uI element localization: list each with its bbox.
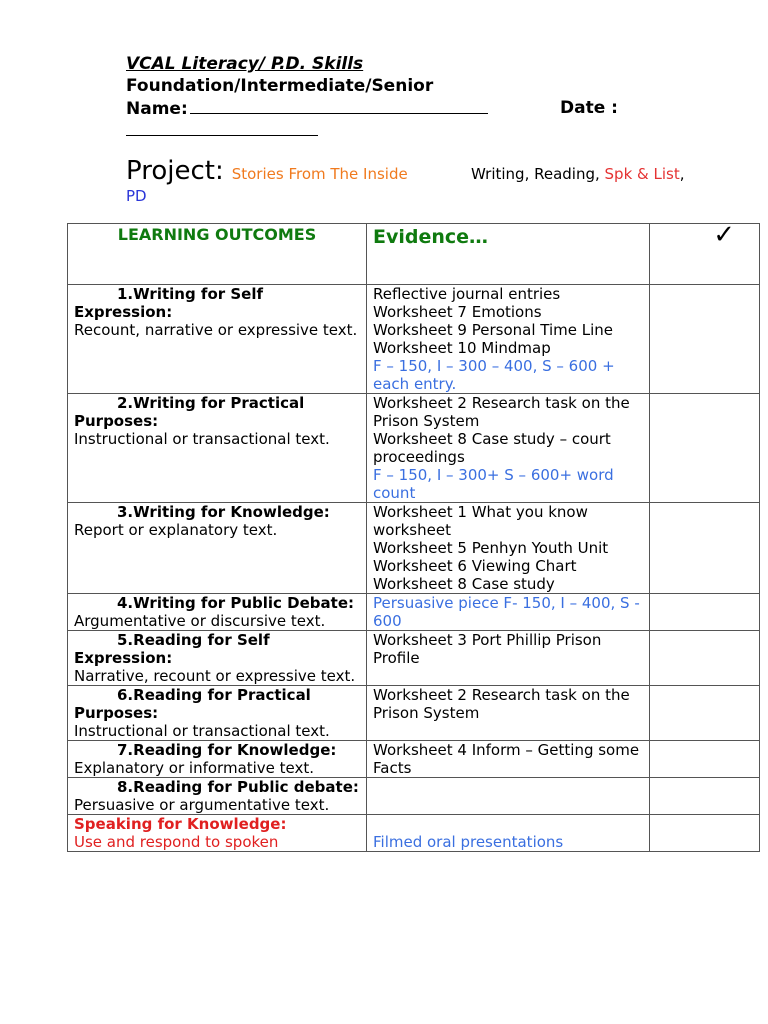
evidence-word-count: F – 150, I – 300 – 400, S – 600 + each entry. <box>373 357 615 393</box>
outcome-cell <box>68 778 367 815</box>
outcome-description: Instructional or transactional text. <box>74 430 330 448</box>
evidence-item: Worksheet 8 Case study – court proceedings <box>373 430 611 466</box>
outcome-cell <box>68 594 367 631</box>
evidence-item: Worksheet 4 Inform – Getting some Facts <box>373 741 640 777</box>
outcome-title-text: Writing for Self Expression: <box>74 285 264 321</box>
evidence-cell <box>367 285 650 394</box>
date-label: Date : <box>560 98 618 118</box>
table-row-speaking <box>68 815 760 852</box>
table-header-row <box>68 224 760 285</box>
outcome-title <box>74 394 360 430</box>
outcome-description: Persuasive or argumentative text. <box>74 796 330 814</box>
skills-spk-list: Spk & List <box>604 165 680 183</box>
outcome-description: Narrative, recount or expressive text. <box>74 667 356 685</box>
table-body <box>68 285 760 815</box>
outcome-description: Instructional or transactional text. <box>74 722 330 740</box>
evidence-item: Worksheet 2 Research task on the Prison System <box>373 686 630 722</box>
outcome-cell <box>68 815 367 852</box>
outcome-title <box>74 594 360 612</box>
outcome-title <box>74 285 360 321</box>
outcome-cell <box>68 503 367 594</box>
table-row <box>68 631 760 686</box>
evidence-word-count: Persuasive piece F- 150, I – 400, S - 600 <box>373 594 640 630</box>
evidence-cell <box>367 741 650 778</box>
table-row <box>68 778 760 815</box>
evidence-item: Worksheet 8 Case study <box>373 575 555 593</box>
outcome-cell <box>68 631 367 686</box>
project-title: Stories From The Inside <box>231 165 408 183</box>
evidence-word-count: F – 150, I – 300+ S – 600+ word count <box>373 466 614 502</box>
outcome-number: 8. <box>117 778 134 796</box>
header-checkmark-icon: ✓ <box>650 224 760 285</box>
outcome-title-text: Reading for Practical Purposes: <box>74 686 311 722</box>
outcome-cell <box>68 394 367 503</box>
outcome-title <box>74 631 360 667</box>
outcome-number: 5. <box>117 631 134 649</box>
outcome-title-text: Reading for Knowledge: <box>133 741 337 759</box>
skills-pd: PD <box>126 187 147 205</box>
outcome-title-text: Writing for Knowledge: <box>133 503 330 521</box>
skills-comma: , <box>679 165 685 183</box>
name-label: Name: <box>126 99 188 119</box>
table-row <box>68 285 760 394</box>
outcome-title <box>74 686 360 722</box>
outcome-number: 4. <box>117 594 134 612</box>
outcome-title <box>74 778 360 796</box>
evidence-cell <box>367 594 650 631</box>
name-blank-line <box>190 97 488 114</box>
table-row <box>68 741 760 778</box>
speaking-evidence: Filmed oral presentations <box>373 833 564 851</box>
check-cell[interactable] <box>650 778 760 815</box>
levels-line: Foundation/Intermediate/Senior <box>126 76 434 96</box>
evidence-cell <box>367 394 650 503</box>
speaking-desc: Use and respond to spoken <box>74 833 279 851</box>
outcome-cell <box>68 686 367 741</box>
outcome-number: 3. <box>117 503 134 521</box>
project-label: Project: <box>126 156 224 186</box>
outcome-title-text: Writing for Practical Purposes: <box>74 394 305 430</box>
outcome-number: 2. <box>117 394 134 412</box>
evidence-item: Worksheet 6 Viewing Chart <box>373 557 577 575</box>
check-cell[interactable] <box>650 285 760 394</box>
outcome-description: Report or explanatory text. <box>74 521 278 539</box>
learning-outcomes-table <box>67 220 760 852</box>
outcome-cell <box>68 285 367 394</box>
table-row <box>68 394 760 503</box>
evidence-item: Worksheet 1 What you know worksheet <box>373 503 588 539</box>
check-cell[interactable] <box>650 815 760 852</box>
check-cell[interactable] <box>650 503 760 594</box>
table-row <box>68 594 760 631</box>
evidence-item: Worksheet 7 Emotions <box>373 303 542 321</box>
outcome-title-text: Reading for Self Expression: <box>74 631 270 667</box>
header-evidence: Evidence… <box>367 224 650 285</box>
outcome-cell <box>68 741 367 778</box>
outcome-title <box>74 741 360 759</box>
evidence-cell <box>367 631 650 686</box>
table-row <box>68 503 760 594</box>
evidence-item: Worksheet 10 Mindmap <box>373 339 551 357</box>
speaking-title: Speaking for Knowledge: <box>74 815 287 833</box>
project-row <box>126 154 408 188</box>
document-title: VCAL Literacy/ P.D. Skills <box>126 54 364 74</box>
check-cell[interactable] <box>650 394 760 503</box>
table-row <box>68 686 760 741</box>
evidence-cell <box>367 815 650 852</box>
header-learning-outcomes: LEARNING OUTCOMES <box>68 224 367 285</box>
project-skills <box>471 165 685 183</box>
outcome-number: 1. <box>117 285 134 303</box>
outcome-description: Argumentative or discursive text. <box>74 612 326 630</box>
date-blank-line <box>126 119 318 136</box>
outcome-title-text: Writing for Public Debate: <box>133 594 354 612</box>
outcome-title-text: Reading for Public debate: <box>133 778 359 796</box>
outcome-description: Explanatory or informative text. <box>74 759 315 777</box>
outcome-number: 6. <box>117 686 134 704</box>
name-row <box>126 97 488 120</box>
skills-text: Writing, Reading, <box>471 165 605 183</box>
evidence-item: Worksheet 3 Port Phillip Prison Profile <box>373 631 602 667</box>
evidence-item: Reflective journal entries <box>373 285 561 303</box>
evidence-cell <box>367 686 650 741</box>
check-cell[interactable] <box>650 631 760 686</box>
evidence-cell <box>367 503 650 594</box>
evidence-item: Worksheet 2 Research task on the Prison System <box>373 394 630 430</box>
evidence-item: Worksheet 9 Personal Time Line <box>373 321 613 339</box>
evidence-item: Worksheet 5 Penhyn Youth Unit <box>373 539 609 557</box>
check-cell[interactable] <box>650 741 760 778</box>
evidence-cell <box>367 778 650 815</box>
outcome-number: 7. <box>117 741 134 759</box>
check-cell[interactable] <box>650 594 760 631</box>
outcome-description: Recount, narrative or expressive text. <box>74 321 358 339</box>
outcome-title <box>74 503 360 521</box>
check-cell[interactable] <box>650 686 760 741</box>
